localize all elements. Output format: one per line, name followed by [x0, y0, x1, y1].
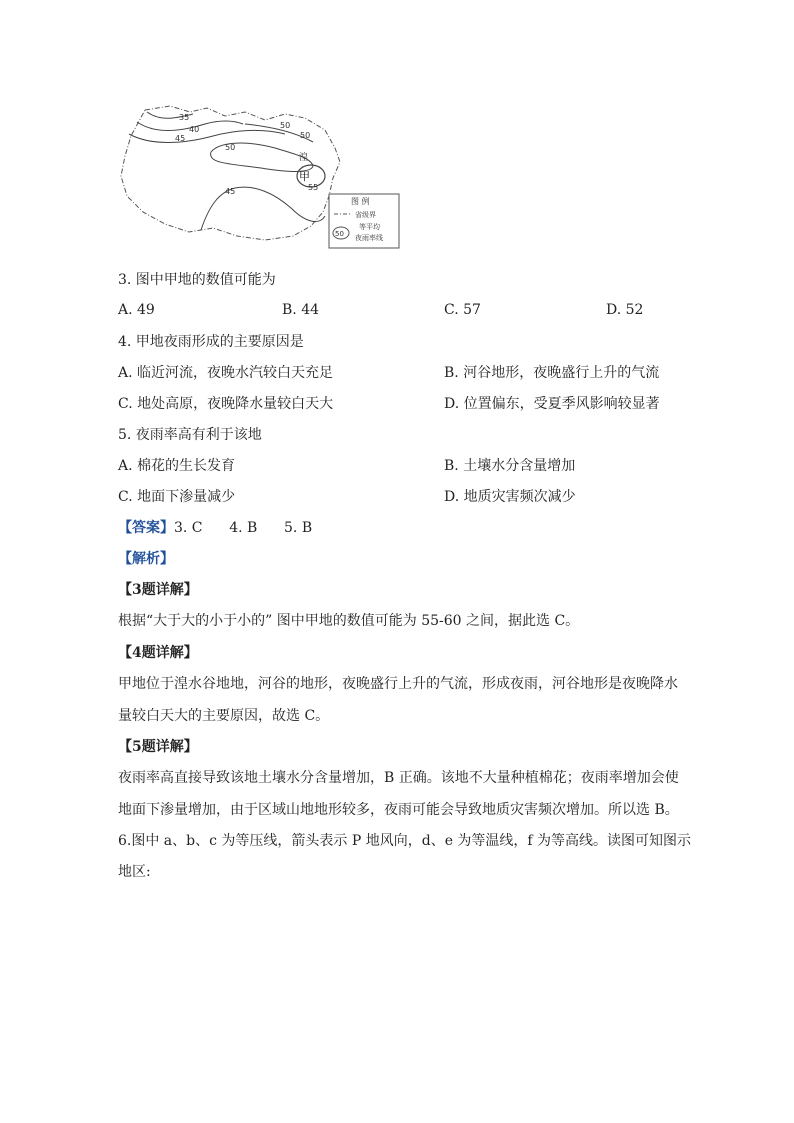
- isoline-45-south: [201, 187, 325, 230]
- contour-label: 55: [308, 183, 319, 192]
- point-label-jia: 甲: [299, 170, 310, 183]
- q4-detail-text-2: 量较白天大的主要原因，故选 C。: [118, 708, 330, 724]
- q4-option-a: A. 临近河流，夜晚水汽较白天充足: [118, 365, 334, 381]
- contour-label: 35: [179, 113, 190, 122]
- q5-option-a: A. 棉花的生长发育: [118, 458, 236, 474]
- contour-label: 40: [189, 125, 200, 134]
- q4-option-c: C. 地处高原，夜晚降水量较白天大: [118, 396, 334, 412]
- q5-detail-text-1: 夜雨率高直接导致该地土壤水分含量增加，B 正确。该地不大量种植棉花；夜雨率增加会使: [118, 770, 679, 786]
- q3-option-b: B. 44: [282, 302, 320, 318]
- answer-label: 【答案】: [118, 520, 174, 536]
- q4-option-d: D. 位置偏东，受夏季风影响较显著: [444, 396, 660, 412]
- question-6-stem-2: 地区:: [118, 864, 151, 880]
- isoline-45-north: [129, 130, 285, 142]
- q3-option-d: D. 52: [606, 302, 644, 318]
- legend-isoline-label-2: 夜雨率线: [355, 234, 383, 242]
- contour-label: 50: [225, 143, 236, 152]
- q3-detail-text: 根据“大于大的小于小的” 图中甲地的数值可能为 55-60 之间，据此选 C。: [118, 613, 580, 629]
- q5-option-b: B. 土壤水分含量增加: [444, 458, 576, 474]
- legend-isoline-label-1: 等平均: [359, 223, 380, 231]
- question-4-stem: 4. 甲地夜雨形成的主要原因是: [118, 334, 304, 350]
- q4-option-b: B. 河谷地形，夜晚盛行上升的气流: [444, 365, 660, 381]
- map-legend: [329, 194, 399, 248]
- q5-detail-text-2: 地面下渗量增加，由于区域山地地形较多，夜雨可能会导致地质灾害频次增加。所以选 B。: [118, 802, 679, 818]
- contour-label: 45: [175, 134, 186, 143]
- question-5-stem: 5. 夜雨率高有利于该地: [118, 427, 262, 443]
- q5-option-c: C. 地面下渗量减少: [118, 489, 236, 505]
- contour-label: 50: [300, 131, 311, 140]
- contour-map: [115, 100, 405, 250]
- q5-option-d: D. 地质灾害频次减少: [444, 489, 576, 505]
- q3-detail-title: 【3题详解】: [118, 582, 198, 598]
- q3-option-a: A. 49: [118, 302, 155, 318]
- q3-option-c: C. 57: [444, 302, 481, 318]
- question-3-stem: 3. 图中甲地的数值可能为: [118, 272, 276, 288]
- answer-line: [118, 518, 312, 538]
- q5-detail-title: 【5题详解】: [118, 739, 198, 755]
- contour-label: 45: [225, 187, 236, 196]
- answer-text: 3. C 4. B 5. B: [174, 520, 313, 536]
- legend-isoline-value: 50: [335, 230, 344, 238]
- q4-detail-text-1: 甲地位于湟水谷地地，河谷的地形，夜晚盛行上升的气流，形成夜雨，河谷地形是夜晚降水: [118, 676, 678, 692]
- question-6-stem-1: 6.图中 a、b、c 为等压线，箭头表示 P 地风向，d、e 为等温线，f 为等高线。读图可知图示: [118, 833, 692, 849]
- contour-label: 50: [280, 121, 291, 130]
- legend-boundary-label: 省级界: [355, 211, 376, 219]
- q4-detail-title: 【4题详解】: [118, 645, 198, 661]
- place-label: 湟: [299, 153, 309, 163]
- analysis-label: 【解析】: [118, 551, 174, 567]
- legend-title: 图 例: [351, 197, 370, 206]
